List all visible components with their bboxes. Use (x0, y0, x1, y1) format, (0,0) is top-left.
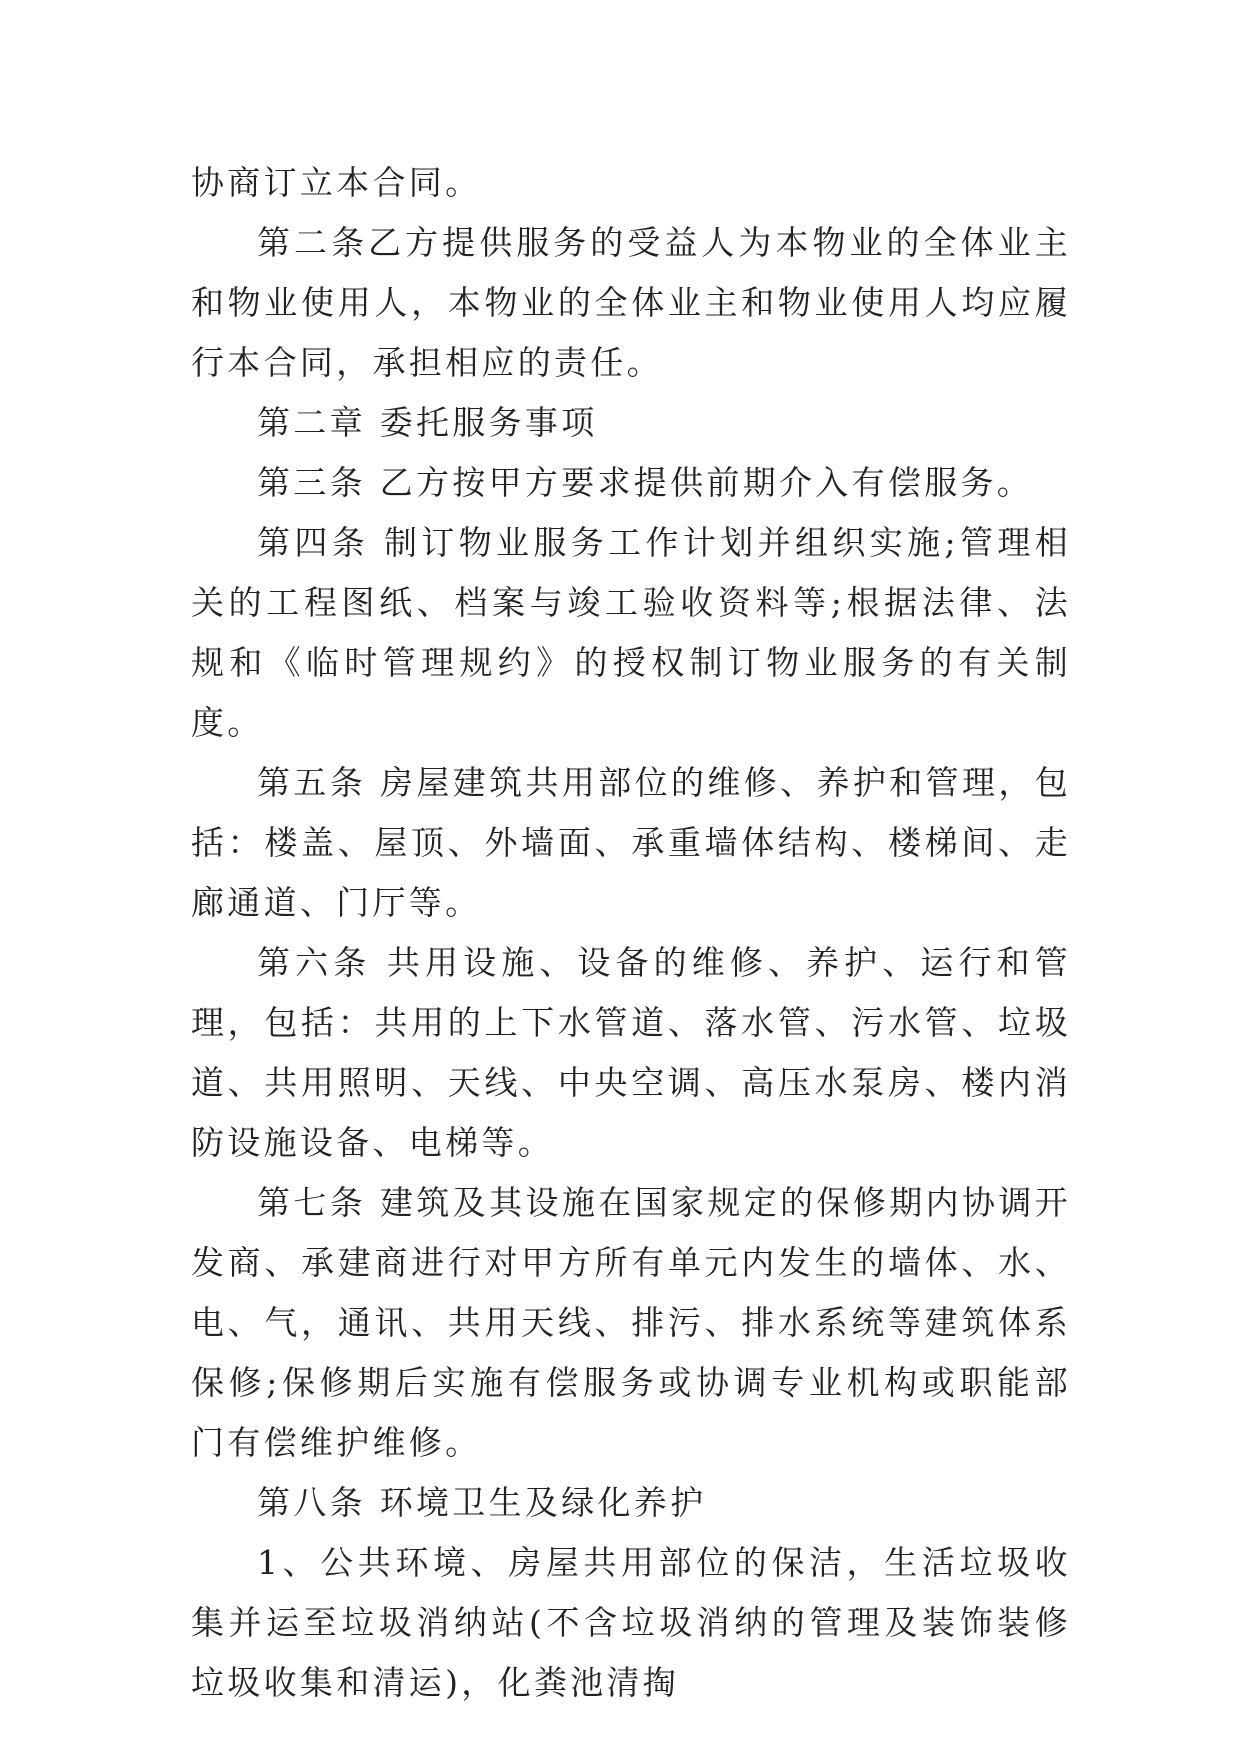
article-7-paragraph: 第七条 建筑及其设施在国家规定的保修期内协调开发商、承建商进行对甲方所有单元内发生的墙体、水、电、气，通讯、共用天线、排污、排水系统等建筑体系保修;保修期后实施有偿服务或协调专业机构或职能部门有偿维护维修。 (191, 1183, 1071, 1462)
document-body (191, 153, 1071, 1713)
chapter-2-heading: 第二章 委托服务事项 (257, 403, 598, 442)
article-2-paragraph: 第二条乙方提供服务的受益人为本物业的全体业主和物业使用人，本物业的全体业主和物业使用人均应履行本合同，承担相应的责任。 (191, 223, 1071, 382)
article-3-paragraph: 第三条 乙方按甲方要求提供前期介入有偿服务。 (257, 463, 1034, 502)
article-6-paragraph: 第六条 共用设施、设备的维修、养护、运行和管理，包括：共用的上下水管道、落水管、污水管、垃圾道、共用照明、天线、中央空调、高压水泵房、楼内消防设施设备、电梯等。 (191, 943, 1071, 1162)
article-8-item-1: 1、公共环境、房屋共用部位的保洁，生活垃圾收集并运至垃圾消纳站(不含垃圾消纳的管理及装饰装修垃圾收集和清运)，化粪池清掏 (191, 1543, 1071, 1702)
article-5-paragraph: 第五条 房屋建筑共用部位的维修、养护和管理，包括：楼盖、屋顶、外墙面、承重墙体结构、楼梯间、走廊通道、门厅等。 (191, 763, 1071, 922)
article-4-paragraph: 第四条 制订物业服务工作计划并组织实施;管理相关的工程图纸、档案与竣工验收资料等;根据法律、法规和《临时管理规约》的授权制订物业服务的有关制度。 (191, 523, 1071, 742)
paragraph-continuation: 协商订立本合同。 (191, 163, 482, 202)
article-8-heading: 第八条 环境卫生及绿化养护 (257, 1483, 707, 1522)
